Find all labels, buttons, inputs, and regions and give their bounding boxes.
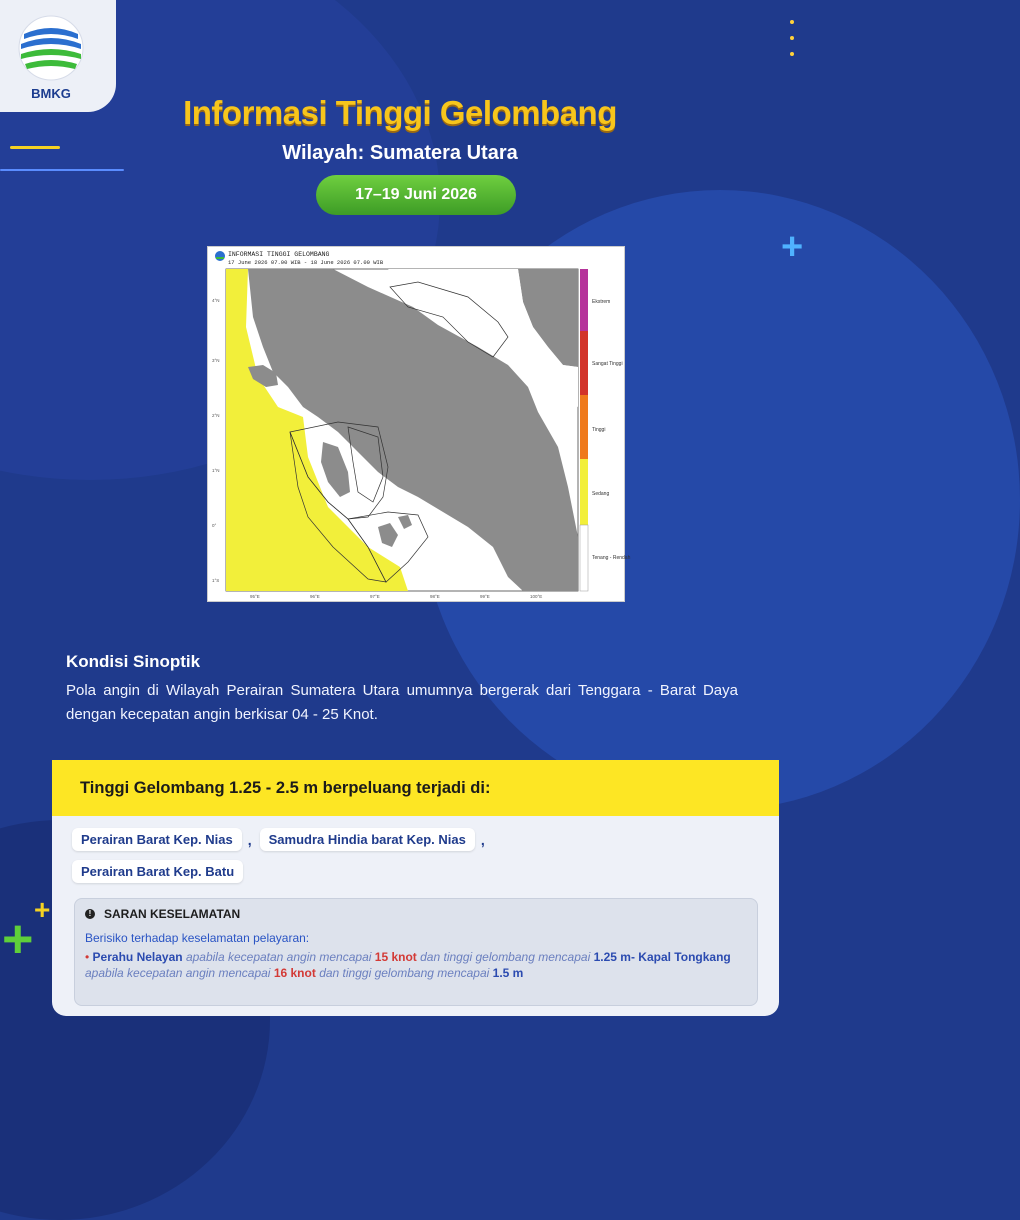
svg-text:1°S: 1°S (212, 578, 220, 583)
decorative-dot (790, 36, 794, 40)
wind-threshold: 15 knot (374, 950, 417, 964)
vessel-type: Perahu Nelayan (92, 950, 183, 964)
map-period: 17 June 2026 07.00 WIB - 18 June 2026 07.00 WIB (228, 259, 384, 266)
svg-text:2°N: 2°N (212, 413, 220, 418)
plus-decoration-icon: + (781, 226, 804, 268)
svg-text:96°E: 96°E (310, 594, 320, 599)
legend-swatch-high (580, 395, 588, 459)
plus-decoration-icon: + (2, 909, 34, 969)
logo-text: BMKG (31, 86, 71, 101)
svg-text:97°E: 97°E (370, 594, 380, 599)
wave-card-heading: Tinggi Gelombang 1.25 - 2.5 m berpeluang terjadi di: (52, 760, 779, 816)
svg-text:4°N: 4°N (212, 298, 220, 303)
svg-text:3°N: 3°N (212, 358, 220, 363)
legend-label: Ekstrem (592, 299, 611, 305)
separator: , (247, 831, 252, 848)
svg-text:98°E: 98°E (430, 594, 440, 599)
map-plot (212, 269, 578, 599)
map-title: INFORMASI TINGGI GELOMBANG (228, 251, 330, 258)
legend-swatch-moderate (580, 459, 588, 525)
svg-text:100°E: 100°E (530, 594, 543, 599)
warning-icon: ! (85, 909, 95, 919)
region-subtitle: Wilayah: Sumatera Utara (282, 142, 518, 164)
legend-label: Tenang - Rendah (592, 555, 631, 561)
safety-text: dan tinggi gelombang mencapai (319, 966, 490, 980)
legend-swatch-very-high (580, 331, 588, 395)
safety-title: SARAN KESELAMATAN (104, 907, 241, 921)
decorative-dot (790, 52, 794, 56)
wave-height-map (207, 246, 631, 602)
wave-threshold: 1.25 m (593, 950, 631, 964)
area-chip: Perairan Barat Kep. Nias (72, 828, 242, 851)
wind-threshold: 16 knot (273, 966, 316, 980)
safety-text: apabila kecepatan angin mencapai (185, 950, 372, 964)
area-chip: Perairan Barat Kep. Batu (72, 860, 243, 883)
vessel-type: Kapal Tongkang (638, 950, 731, 964)
safety-details (85, 949, 747, 981)
plus-decoration-icon: + (34, 894, 51, 925)
decorative-dot (790, 20, 794, 24)
safety-text: apabila kecepatan angin mencapai (85, 966, 271, 980)
area-list (72, 828, 752, 892)
safety-intro: Berisiko terhadap keselamatan pelayaran: (85, 931, 310, 945)
legend-swatch-calm (580, 525, 588, 591)
wave-info-card (52, 760, 779, 1016)
svg-text:0°: 0° (212, 523, 217, 528)
synoptic-description: Pola angin di Wilayah Perairan Sumatera Utara umumnya bergerak dari Tenggara - Barat Daya dengan kecepatan angin berkisar 04 - 25 Knot. (66, 682, 738, 723)
map-logo-icon (215, 251, 225, 261)
date-range-badge: 17–19 Juni 2026 (316, 175, 516, 215)
legend-label: Sangat Tinggi (592, 361, 623, 367)
separator: - (630, 950, 635, 964)
wave-threshold: 1.5 m (492, 966, 524, 980)
svg-text:1°N: 1°N (212, 468, 220, 473)
area-chip: Samudra Hindia barat Kep. Nias (260, 828, 475, 851)
page-title: Informasi Tinggi Gelombang (183, 94, 617, 131)
svg-text:99°E: 99°E (480, 594, 490, 599)
separator: , (480, 831, 485, 848)
synoptic-heading: Kondisi Sinoptik (66, 652, 201, 671)
safety-advice-box (74, 898, 758, 1006)
bullet: • (85, 950, 90, 964)
legend-swatch-extreme (580, 269, 588, 331)
svg-text:95°E: 95°E (250, 594, 260, 599)
legend-label: Tinggi (592, 427, 606, 433)
legend-label: Sedang (592, 491, 610, 497)
map-legend (580, 269, 631, 591)
decorative-line (0, 169, 124, 171)
bmkg-logo-icon (18, 12, 84, 84)
safety-text: dan tinggi gelombang mencapai (420, 950, 591, 964)
